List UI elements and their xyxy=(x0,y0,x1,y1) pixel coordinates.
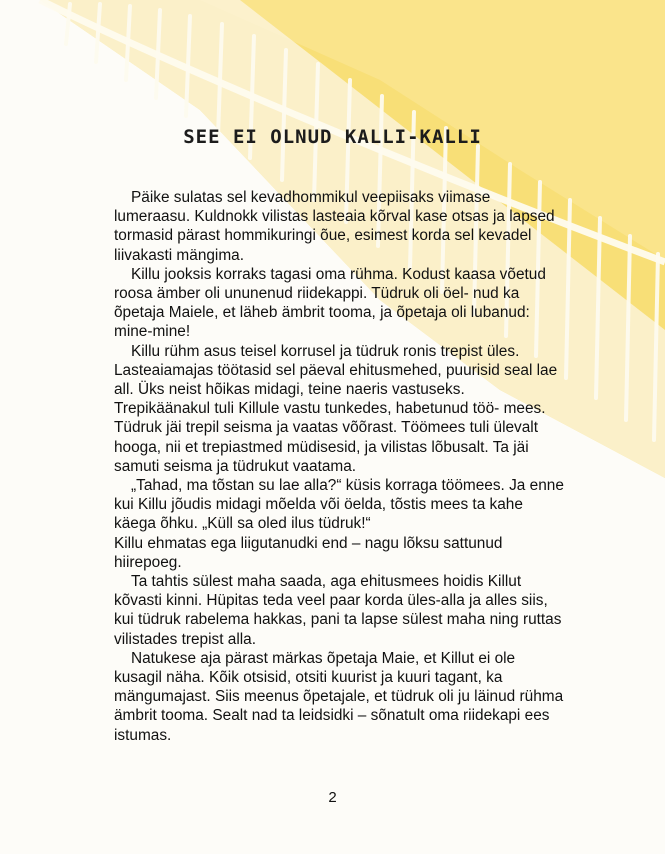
paragraph: „Tahad, ma tõstan su lae alla?“ küsis korraga töömees. Ja enne kui Killu jõudis midagi mõelda või öelda, tõstis mees ta kahe käega õhku. „Küll sa oled ilus tüdruk!“ xyxy=(114,477,564,533)
story-text xyxy=(114,188,564,745)
page-number: 2 xyxy=(328,789,337,806)
paragraph: Killu ehmatas ega liigutanudki end – nagu lõksu sattunud hiirepoeg. xyxy=(114,534,503,571)
paragraph: Natukese aja pärast märkas õpetaja Maie, et Killut ei ole kusagil näha. Kõik otsisid, otsiti kuurist ja kuuri tagant, ka mängumajast. Siis meenus õpetajale, et tüdruk oli ju läinud rühma ämbrit tooma. Sealt nad ta leidsidki – sõnatult oma riidekapi ees istumas. xyxy=(114,649,564,744)
paragraph: Päike sulatas sel kevadhommikul veepiisaks viimase lumeraasu. Kuldnokk vilistas lasteaia kõrval kase otsas ja lapsed tormasid pärast hommikuringi õue, esimest korda sel kevadel liivakasti mängima. xyxy=(114,189,555,264)
paragraph: Killu rühm asus teisel korrusel ja tüdruk ronis trepist üles. Lasteaiamajas töötasid sel päeval ehitusmehed, puurisid seal lae all. Üks neist hõikas midagi, teine naeris vastuseks. Trepikäänakul tuli Killule vastu tunkedes, habetunud töö- mees. Tüdruk jäi trepil seisma ja vaatas võõrast. Töömees tuli ülevalt hooga, nii et trepiastmed müdisesid, ja vilistas lõbusalt. Ta jäi samuti seisma ja tüdrukut vaatama. xyxy=(114,342,558,475)
paragraph: Killu jooksis korraks tagasi oma rühma. Kodust kaasa võetud roosa ämber oli ununenud riidekappi. Tüdruk oli öel- nud ka õpetaja Maiele, et läheb ämbrit tooma, ja õpetaja oli lubanud: mine-mine! xyxy=(114,265,546,341)
chapter-title: SEE EI OLNUD KALLI-KALLI xyxy=(183,126,482,148)
paragraph: Ta tahtis sülest maha saada, aga ehitusmees hoidis Killut kõvasti kinni. Hüpitas teda veel paar korda üles-alla ja alles siis, kui tüdruk rabelema hakkas, pani ta lapse sülest maha ning ruttas vilistades trepist alla. xyxy=(114,573,562,648)
